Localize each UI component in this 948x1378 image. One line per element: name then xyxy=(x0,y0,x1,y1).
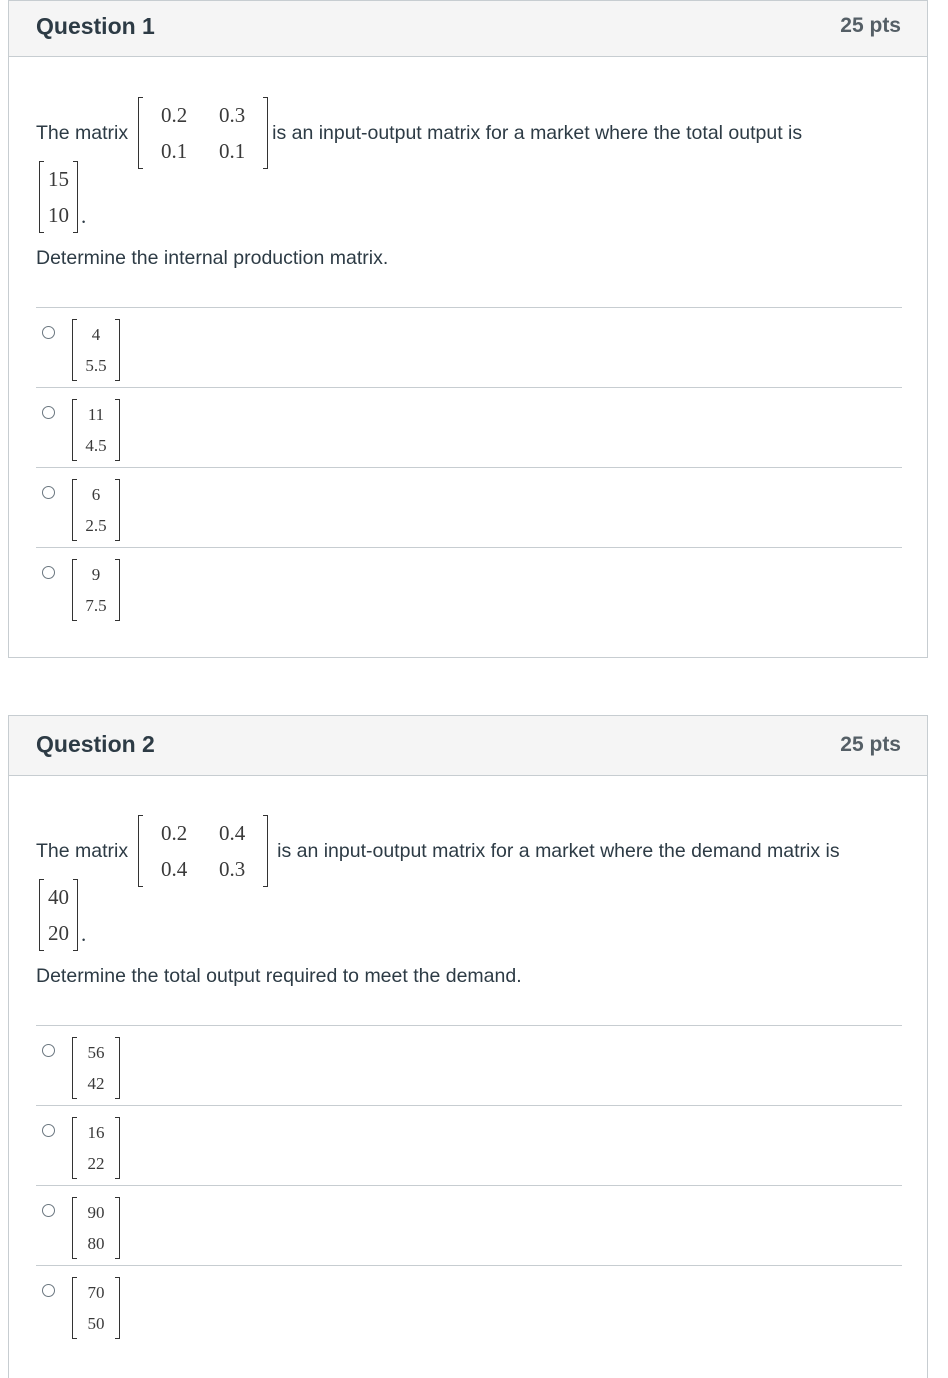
question-2-stem xyxy=(36,815,840,887)
radio-button[interactable] xyxy=(42,1044,55,1057)
vector-period: . xyxy=(81,204,87,228)
answer-cell: 56 xyxy=(87,1042,105,1062)
radio-button[interactable] xyxy=(42,1284,55,1297)
vector-cell: 20 xyxy=(48,920,69,945)
answer-cell: 6 xyxy=(91,484,101,504)
matrix-cell: 0.4 xyxy=(218,820,246,845)
question-1-title: Question 1 xyxy=(36,13,155,39)
demand-vector xyxy=(39,879,78,951)
answer-cell: 5.5 xyxy=(85,355,107,375)
vector-cell: 40 xyxy=(48,884,69,909)
question-1-card xyxy=(8,0,928,658)
stem-before-text: The matrix xyxy=(36,839,129,862)
answer-option[interactable] xyxy=(36,387,902,467)
demand-vector-row xyxy=(39,879,86,951)
total-output-vector xyxy=(39,161,78,233)
total-output-vector-row xyxy=(39,161,86,233)
answer-cell: 50 xyxy=(87,1313,105,1333)
vector-cell: 10 xyxy=(48,202,69,227)
answer-option[interactable] xyxy=(36,1025,902,1105)
answer-option[interactable] xyxy=(36,467,902,547)
matrix-cell: 0.1 xyxy=(218,138,246,163)
matrix-cell: 0.3 xyxy=(218,856,246,881)
radio-button[interactable] xyxy=(42,1124,55,1137)
answer-cell: 4.5 xyxy=(85,435,107,455)
answer-cell: 4 xyxy=(91,324,101,344)
answer-option[interactable] xyxy=(36,1185,902,1265)
answer-cell: 9 xyxy=(91,564,101,584)
question-2-prompt: Determine the total output required to meet the demand. xyxy=(36,965,522,987)
answer-option[interactable] xyxy=(36,1265,902,1345)
matrix-cell: 0.2 xyxy=(160,102,188,127)
matrix-cell: 0.1 xyxy=(160,138,188,163)
question-2-header xyxy=(9,716,927,776)
radio-button[interactable] xyxy=(42,406,55,419)
vector-period: . xyxy=(81,922,87,946)
question-1-prompt: Determine the internal production matrix. xyxy=(36,247,389,269)
question-2-card xyxy=(8,715,928,1378)
answer-cell: 22 xyxy=(87,1153,105,1173)
matrix-cell: 0.2 xyxy=(160,820,188,845)
answer-cell: 11 xyxy=(87,404,105,424)
answer-option[interactable] xyxy=(36,1105,902,1185)
answer-cell: 16 xyxy=(87,1122,105,1142)
answer-vector xyxy=(72,479,120,541)
question-2-points: 25 pts xyxy=(840,733,901,756)
vector-cell: 15 xyxy=(48,166,69,191)
radio-button[interactable] xyxy=(42,326,55,339)
answer-vector xyxy=(72,319,120,381)
answer-vector xyxy=(72,1117,120,1179)
question-2-answers xyxy=(36,1025,902,1345)
answer-cell: 42 xyxy=(87,1073,105,1093)
question-1-answers xyxy=(36,307,902,627)
answer-option[interactable] xyxy=(36,547,902,627)
answer-vector xyxy=(72,559,120,621)
answer-vector xyxy=(72,1197,120,1259)
matrix-cell: 0.4 xyxy=(160,856,188,881)
answer-cell: 90 xyxy=(87,1202,105,1222)
answer-cell: 2.5 xyxy=(85,515,107,535)
answer-cell: 70 xyxy=(87,1282,105,1302)
matrix-cell: 0.3 xyxy=(218,102,246,127)
question-1-points: 25 pts xyxy=(840,14,901,37)
radio-button[interactable] xyxy=(42,486,55,499)
answer-vector xyxy=(72,1277,120,1339)
radio-button[interactable] xyxy=(42,1204,55,1217)
stem-after-text: is an input-output matrix for a market where the total output is xyxy=(272,121,803,144)
question-1-stem xyxy=(36,97,802,169)
answer-vector xyxy=(72,399,120,461)
answer-option[interactable] xyxy=(36,307,902,387)
question-2-title: Question 2 xyxy=(36,731,155,757)
answer-cell: 80 xyxy=(87,1233,105,1253)
stem-before-text: The matrix xyxy=(36,121,129,144)
input-output-matrix xyxy=(138,815,268,887)
answer-vector xyxy=(72,1037,120,1099)
answer-cell: 7.5 xyxy=(85,595,107,615)
input-output-matrix xyxy=(138,97,268,169)
radio-button[interactable] xyxy=(42,566,55,579)
stem-after-text: is an input-output matrix for a market where the demand matrix is xyxy=(277,839,840,862)
question-1-header xyxy=(9,1,927,57)
